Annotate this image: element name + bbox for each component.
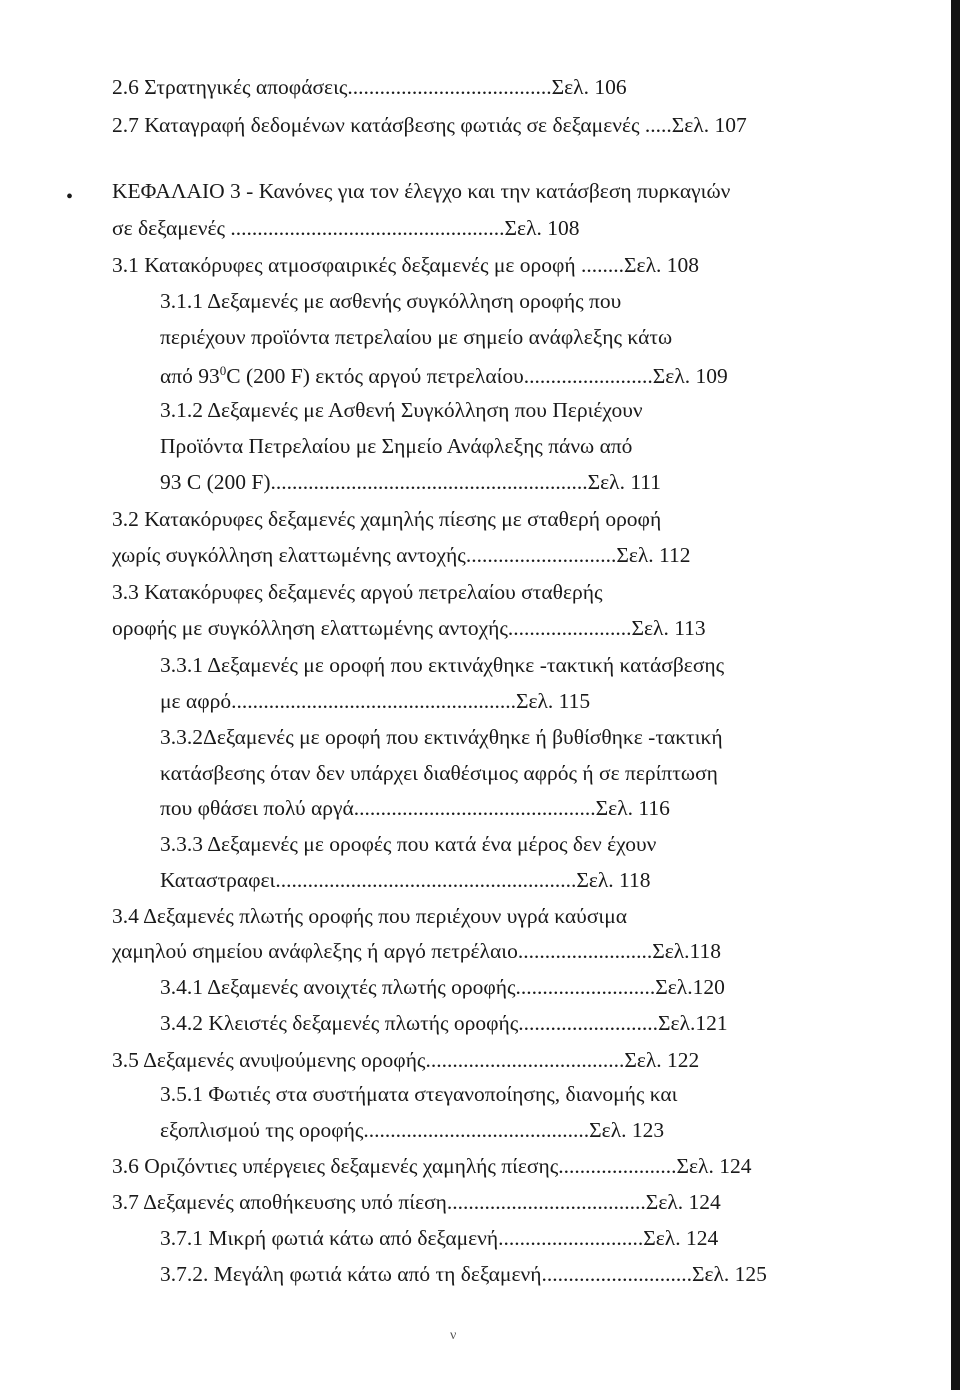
toc-line: σε δεξαμενές ...................................................Σελ. 108 xyxy=(112,216,580,240)
toc-line: 3.7.1 Μικρή φωτιά κάτω από δεξαμενή...........................Σελ. 124 xyxy=(160,1226,719,1250)
toc-line: Προϊόντα Πετρελαίου με Σημείο Ανάφλεξης πάνω από xyxy=(160,434,633,458)
toc-line: κατάσβεσης όταν δεν υπάρχει διαθέσιμος αφρός ή σε περίπτωση xyxy=(160,761,718,785)
toc-line: 3.5.1 Φωτιές στα συστήματα στεγανοποίησης, διανομής και xyxy=(160,1082,678,1106)
toc-line: οροφής με συγκόλληση ελαττωμένης αντοχής.......................Σελ. 113 xyxy=(112,616,706,640)
toc-line: 3.1 Κατακόρυφες ατμοσφαιρικές δεξαμενές με οροφή ........Σελ. 108 xyxy=(112,253,700,277)
bullet-marker: • xyxy=(66,186,74,208)
toc-line: 3.7.2. Μεγάλη φωτιά κάτω από τη δεξαμενή............................Σελ. 125 xyxy=(160,1262,767,1286)
toc-line: 3.7 Δεξαμενές αποθήκευσης υπό πίεση.....................................Σελ. 124 xyxy=(112,1190,721,1214)
toc-line-text: C (200 F) εκτός αργού πετρελαίου........................Σελ. 109 xyxy=(226,364,728,388)
toc-line: 3.1.2 Δεξαμενές με Ασθενή Συγκόλληση που Περιέχουν xyxy=(160,398,643,422)
toc-line: 3.4.1 Δεξαμενές ανοιχτές πλωτής οροφής..........................Σελ.120 xyxy=(160,975,725,999)
toc-line: 3.6 Οριζόντιες υπέργειες δεξαμενές χαμηλής πίεσης......................Σελ. 124 xyxy=(112,1154,752,1178)
page-mark: ν xyxy=(450,1328,457,1343)
toc-line: 3.3.1 Δεξαμενές με οροφή που εκτινάχθηκε -τακτική κατάσβεσης xyxy=(160,653,725,677)
scan-edge xyxy=(951,0,960,1390)
toc-line: 3.4 Δεξαμενές πλωτής οροφής που περιέχουν υγρά καύσιμα xyxy=(112,904,627,928)
toc-line: 3.1.1 Δεξαμενές με ασθενής συγκόλληση οροφής που xyxy=(160,289,622,313)
toc-line xyxy=(160,364,728,388)
toc-line: 2.7 Καταγραφή δεδομένων κατάσβεσης φωτιάς σε δεξαμενές .....Σελ. 107 xyxy=(112,113,747,137)
toc-line: περιέχουν προϊόντα πετρελαίου με σημείο ανάφλεξης κάτω xyxy=(160,325,673,349)
toc-line: με αφρό.....................................................Σελ. 115 xyxy=(160,689,591,713)
toc-line: εξοπλισμού της οροφής..........................................Σελ. 123 xyxy=(160,1118,665,1142)
toc-line: 3.4.2 Κλειστές δεξαμενές πλωτής οροφής..........................Σελ.121 xyxy=(160,1011,728,1035)
toc-line: Καταστραφει........................................................Σελ. 118 xyxy=(160,868,651,892)
toc-line: 3.3.2Δεξαμενές με οροφή που εκτινάχθηκε ή βυθίσθηκε -τακτική xyxy=(160,725,723,749)
toc-line: 3.3 Κατακόρυφες δεξαμενές αργού πετρελαίου σταθερής xyxy=(112,580,603,604)
toc-line: που φθάσει πολύ αργά.............................................Σελ. 116 xyxy=(160,796,670,820)
toc-line-text: από 93 xyxy=(160,364,220,388)
degree-superscript: 0 xyxy=(219,363,227,378)
toc-line: 93 C (200 F)...........................................................Σελ. 111 xyxy=(160,470,661,494)
toc-line: 3.2 Κατακόρυφες δεξαμενές χαμηλής πίεσης με σταθερή οροφή xyxy=(112,507,662,531)
toc-line: 2.6 Στρατηγικές αποφάσεις......................................Σελ. 106 xyxy=(112,75,627,99)
toc-line: 3.3.3 Δεξαμενές με οροφές που κατά ένα μέρος δεν έχουν xyxy=(160,832,657,856)
toc-line: χωρίς συγκόλληση ελαττωμένης αντοχής............................Σελ. 112 xyxy=(112,543,691,567)
toc-line: χαμηλού σημείου ανάφλεξης ή αργό πετρέλαιο.........................Σελ.118 xyxy=(112,939,721,963)
toc-line: ΚΕΦΑΛΑΙΟ 3 - Κανόνες για τον έλεγχο και την κατάσβεση πυρκαγιών xyxy=(112,179,731,203)
toc-line: 3.5 Δεξαμενές ανυψούμενης οροφής.....................................Σελ. 122 xyxy=(112,1048,700,1072)
